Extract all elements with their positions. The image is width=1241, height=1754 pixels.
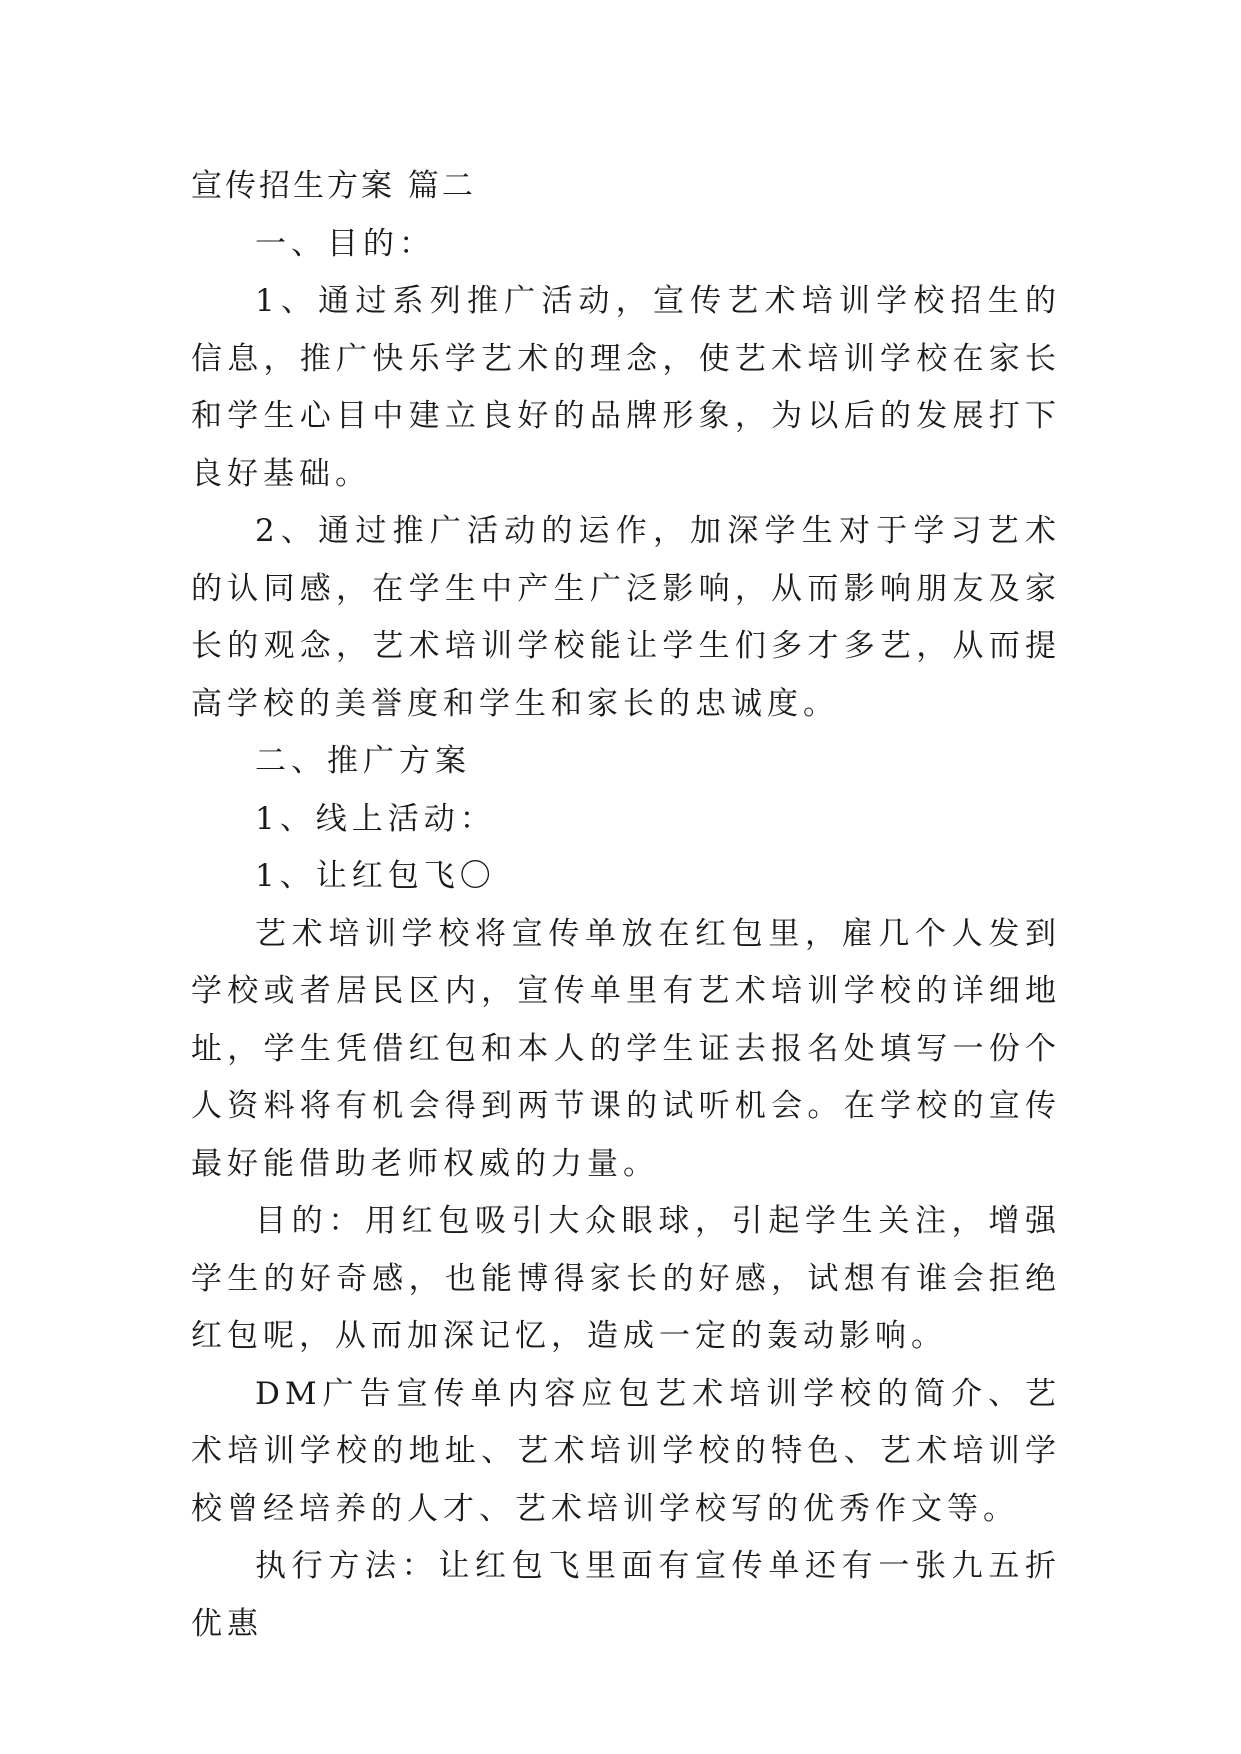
paragraph-execution: 执行方法：让红包飞里面有宣传单还有一张九五折优惠 — [191, 1548, 1061, 1642]
subheading-red-envelope: 1、让红包飞〇 — [255, 858, 496, 894]
paragraph-red-envelope: 艺术培训学校将宣传单放在红包里，雇几个人发到学校或者居民区内，宣传单里有艺术培训学校的详细地址，学生凭借红包和本人的学生证去报名处填写一份个人资料将有机会得到两节课的试听机会。在学校的宣传最好能借助老师权威的力量。 — [191, 915, 1061, 1182]
paragraph-dm-ad: DM广告宣传单内容应包艺术培训学校的简介、艺术培训学校的地址、艺术培训学校的特色、艺术培训学校曾经培养的人才、艺术培训学校写的优秀作文等。 — [191, 1375, 1061, 1527]
document-body — [191, 158, 1061, 1653]
paragraph-goal: 目的：用红包吸引大众眼球，引起学生关注，增强学生的好奇感，也能博得家长的好感，试想有谁会拒绝红包呢，从而加深记忆，造成一定的轰动影响。 — [191, 1203, 1061, 1354]
subheading-online-activity: 1、线上活动： — [255, 800, 496, 837]
document-title: 宣传招生方案 篇二 — [191, 168, 476, 204]
paragraph-purpose-1: 1、通过系列推广活动，宣传艺术培训学校招生的信息，推广快乐学艺术的理念，使艺术培训学校在家长和学生心目中建立良好的品牌形象，为以后的发展打下良好基础。 — [191, 283, 1061, 492]
section-heading-purpose: 一、目的： — [255, 225, 435, 262]
paragraph-purpose-2: 2、通过推广活动的运作，加深学生对于学习艺术的认同感，在学生中产生广泛影响，从而影响朋友及家长的观念，艺术培训学校能让学生们多才多艺，从而提高学校的美誉度和学生和家长的忠诚度。 — [191, 513, 1061, 722]
section-heading-plan: 二、推广方案 — [255, 743, 471, 779]
